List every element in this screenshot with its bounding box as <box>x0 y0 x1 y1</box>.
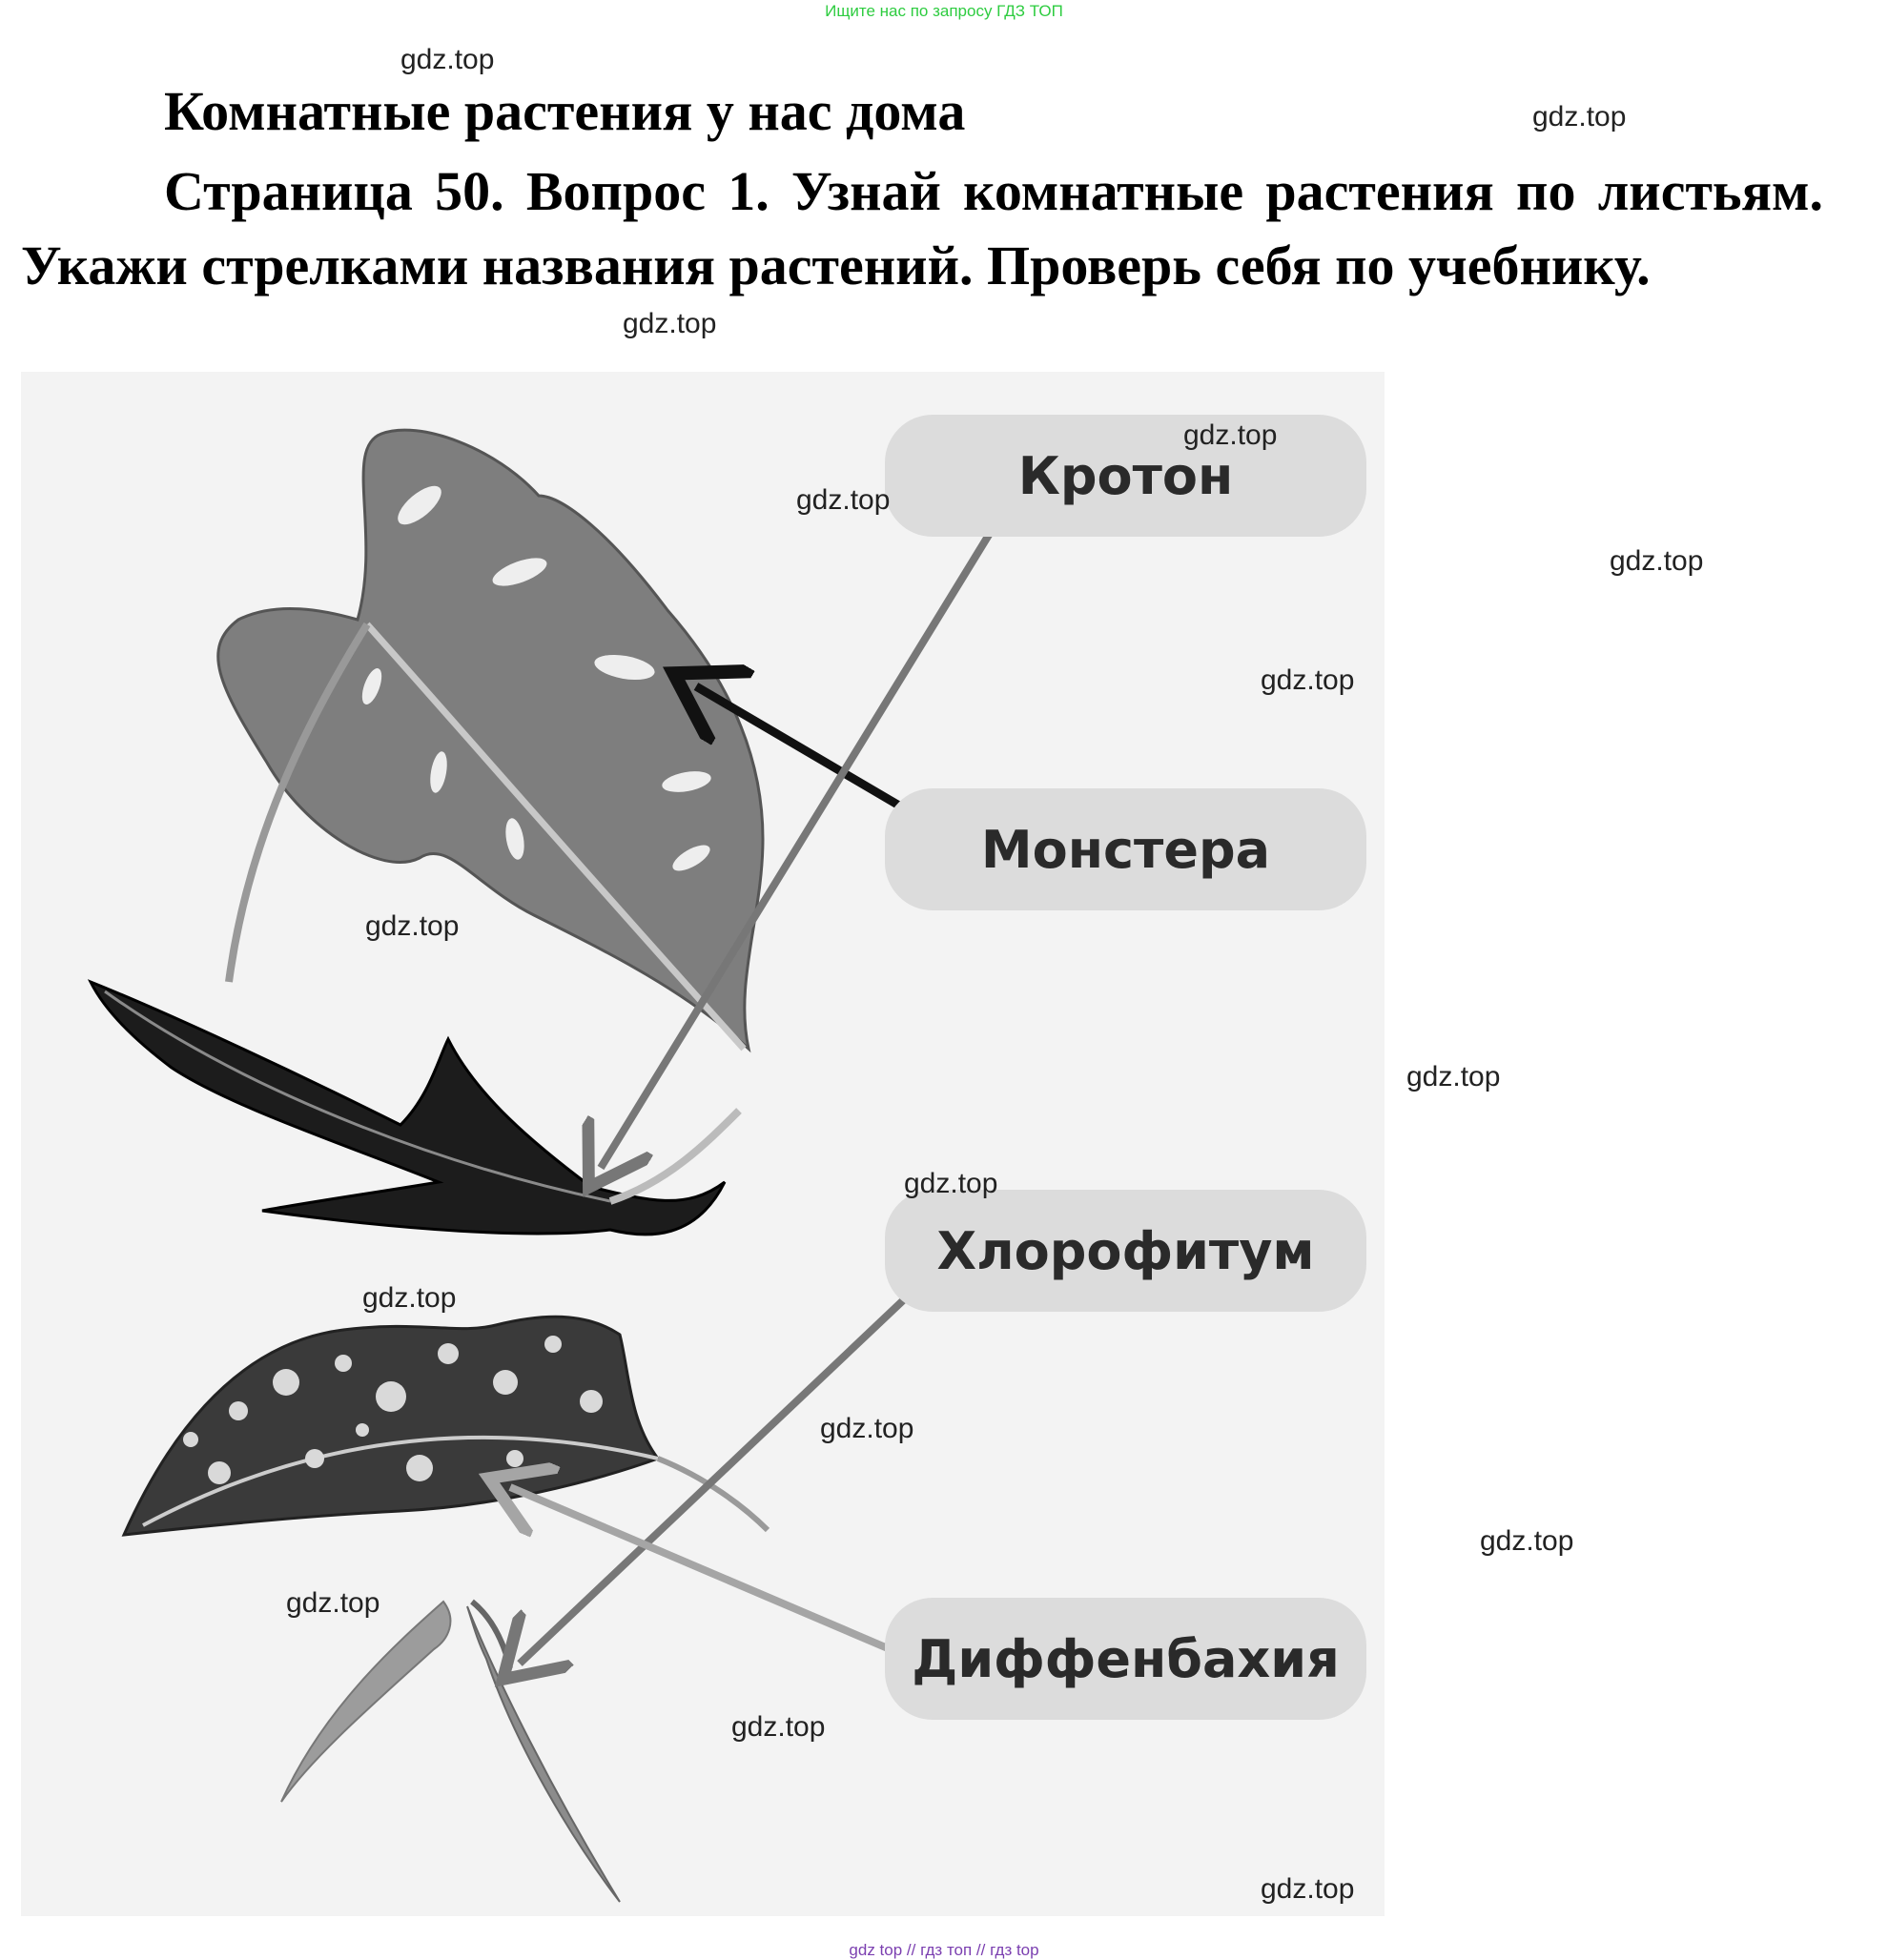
chlorophytum-leaf <box>281 1602 620 1902</box>
watermark: gdz.top <box>1183 419 1278 451</box>
watermark: gdz.top <box>796 484 891 516</box>
watermark: gdz.top <box>820 1413 914 1444</box>
watermark: gdz.top <box>904 1168 998 1199</box>
label-croton: Кротон <box>885 415 1366 537</box>
question-text: Страница 50. Вопрос 1. Узнай комнатные растения по листьям. Укажи стрелками названия растений. Проверь себя по учебнику. <box>21 160 1823 296</box>
label-monstera: Монстера <box>885 788 1366 910</box>
arrow-dieffenbachia <box>510 1487 901 1654</box>
watermark: gdz.top <box>1261 1873 1355 1905</box>
watermark: gdz.top <box>1610 545 1704 577</box>
watermark: gdz.top <box>365 910 460 942</box>
footer-banner: gdz top // гдз топ // гдз top <box>849 1941 1039 1959</box>
watermark: gdz.top <box>731 1711 826 1743</box>
watermark: gdz.top <box>1532 101 1627 133</box>
page-heading: Комнатные растения у нас дома <box>164 80 966 142</box>
watermark: gdz.top <box>400 44 495 75</box>
watermark: gdz.top <box>362 1282 457 1314</box>
watermark: gdz.top <box>1261 664 1355 696</box>
watermark: gdz.top <box>286 1587 380 1619</box>
monstera-leaf <box>218 430 763 1049</box>
dieffenbachia-leaf <box>124 1317 768 1535</box>
label-chlorophytum: Хлорофитум <box>885 1190 1366 1312</box>
top-banner: Ищите нас по запросу ГДЗ ТОП <box>825 2 1063 20</box>
watermark: gdz.top <box>623 308 717 339</box>
watermark: gdz.top <box>1480 1525 1574 1557</box>
watermark: gdz.top <box>1406 1061 1501 1092</box>
label-dieffenbachia: Диффенбахия <box>885 1598 1366 1720</box>
